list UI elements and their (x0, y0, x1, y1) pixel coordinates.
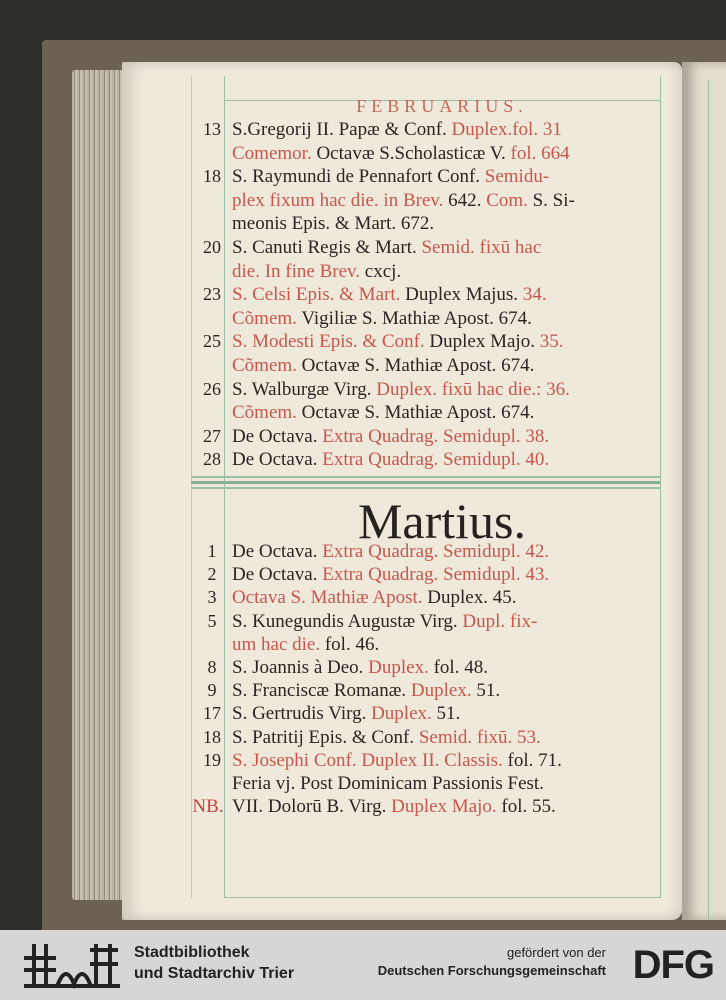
feast-text (232, 236, 541, 260)
rubric-text: Com. (486, 189, 533, 211)
rubric-text: Semid. fixū hac (421, 236, 542, 258)
rubric-text: plex fixum hac die. in Brev. (232, 189, 449, 211)
feast-text (232, 283, 547, 307)
feast-text (232, 260, 401, 284)
ink-text: S. Walburgæ Virg. (232, 378, 377, 400)
funding-note: gefördert von der (506, 945, 606, 960)
ink-text: Duplex Majus. (405, 284, 523, 306)
rubric-text: Duplex. (410, 680, 477, 702)
calendar-line (196, 142, 666, 166)
ink-text: S. Patritij Epis. & Conf. (232, 726, 419, 748)
calendar-line (196, 772, 666, 795)
day-number: 8 (207, 656, 217, 677)
ink-text: cxcj. (364, 260, 402, 282)
feast-text (232, 142, 570, 166)
feast-text (232, 702, 460, 725)
feast-text (232, 633, 379, 656)
rubric-text: Cõmem. (232, 402, 302, 424)
rubric-text: Duplex.fol. 31 (451, 119, 562, 140)
rubric-text: Duplex. fixū hac die.: 36. (376, 378, 570, 400)
ink-text: 642. (448, 189, 487, 211)
funding-organization: Deutschen Forschungsgemeinschaft (377, 963, 606, 978)
feast-text (232, 586, 516, 609)
ink-text: De Octava. (232, 449, 323, 471)
ink-text: Octavæ S.Scholasticæ V. (316, 142, 511, 164)
month-divider (191, 487, 660, 489)
day-number: 27 (203, 425, 221, 446)
library-name: Stadtbibliothek (134, 944, 250, 961)
feast-text (232, 795, 556, 818)
rubric-text: Duplex. (371, 703, 437, 725)
ink-text: Duplex Majo. (429, 331, 540, 353)
ink-text: S. Si- (532, 189, 575, 211)
ink-text: De Octava. (232, 541, 323, 562)
day-number: 3 (207, 587, 217, 608)
rubric-text: Cõmem. (232, 354, 302, 376)
calendar-line (196, 212, 666, 236)
calendar-line (196, 679, 666, 702)
feast-text (232, 165, 549, 189)
feast-text (232, 563, 549, 586)
calendar-line (196, 749, 666, 772)
rubric-text: um hac die. (232, 633, 325, 655)
feast-text (232, 330, 563, 354)
calendar-line (196, 610, 666, 633)
ink-text: S. Franciscæ Romanæ. (232, 680, 411, 702)
ink-text: VII. Dolorū B. Virg. (232, 796, 392, 818)
rubric-text: Extra Quadrag. Semidupl. 42. (322, 541, 550, 562)
march-entries (192, 540, 666, 818)
calendar-line (196, 448, 666, 472)
feast-text (232, 679, 500, 702)
day-number: 17 (203, 703, 221, 724)
calendar-line (192, 795, 666, 818)
day-number: 2 (207, 564, 217, 585)
feast-text (232, 610, 537, 633)
ink-text: 51. (436, 703, 461, 725)
calendar-line (196, 236, 666, 260)
ruling-line (224, 897, 660, 898)
calendar-line (196, 563, 666, 586)
feast-text (232, 425, 549, 449)
calendar-line (196, 401, 666, 425)
ink-text: S. Kunegundis Augustæ Virg. (232, 610, 463, 632)
month-divider (191, 481, 660, 484)
calendar-line (196, 189, 666, 213)
ink-text: 51. (476, 680, 501, 702)
rubric-text: Octava S. Mathiæ Apost. (232, 587, 428, 609)
day-number: 13 (203, 119, 221, 139)
calendar-line (196, 307, 666, 331)
rubric-text: Duplex Majo. (391, 796, 502, 818)
feast-text (232, 212, 434, 236)
feast-text (232, 118, 562, 142)
rubric-text: die. In fine Brev. (232, 260, 365, 282)
ink-text: S. Joannis à Deo. (232, 656, 369, 678)
calendar-line (196, 425, 666, 449)
feast-text (232, 448, 549, 472)
rubric-text: Extra Quadrag. Semidupl. 43. (322, 564, 550, 586)
day-number: 20 (203, 236, 221, 257)
rubric-text: fol. 664 (510, 142, 570, 164)
ink-text: S. Gertrudis Virg. (232, 703, 372, 725)
february-entries (196, 118, 666, 472)
facing-page (682, 62, 726, 920)
rubric-text: S. Josephi Conf. Duplex II. Classis. (232, 749, 508, 771)
rubric-text: S. Modesti Epis. & Conf. (232, 331, 430, 353)
feast-text (232, 401, 534, 425)
day-number: 26 (203, 378, 221, 399)
calendar-line (196, 656, 666, 679)
rubric-text: Extra Quadrag. Semidupl. 40. (322, 449, 550, 471)
day-number: 28 (203, 449, 221, 470)
ink-text: S.Gregorij II. Papæ & Conf. (232, 119, 452, 140)
rubric-text: 35. (539, 331, 564, 353)
day-number: 18 (203, 166, 221, 187)
ink-text: Feria vj. Post Dominicam Passionis Fest. (232, 772, 544, 794)
day-number: 18 (203, 726, 221, 747)
day-number: 5 (207, 610, 217, 631)
calendar-line (196, 330, 666, 354)
dfg-logo: DFG (632, 943, 714, 987)
calendar-line (196, 354, 666, 378)
calendar-line (196, 586, 666, 609)
day-number: NB. (192, 796, 224, 818)
rubric-text: 34. (522, 284, 547, 306)
feast-text (232, 307, 532, 331)
calendar-line (196, 118, 666, 142)
feast-text (232, 656, 488, 679)
rubric-text: Semidu- (484, 166, 550, 188)
calendar-line (196, 633, 666, 656)
day-number: 23 (203, 284, 221, 305)
feast-text (232, 354, 534, 378)
rubric-text: Extra Quadrag. Semidupl. 38. (322, 425, 550, 447)
feast-text (232, 378, 570, 402)
ink-text: De Octava. (232, 425, 323, 447)
feast-text (232, 189, 575, 213)
rubric-text: Duplex. (368, 656, 434, 678)
ink-text: Duplex. 45. (427, 587, 517, 609)
rubric-text: Comemor. (232, 142, 317, 164)
library-name-sub: und Stadtarchiv Trier (134, 965, 295, 982)
day-number: 9 (207, 680, 217, 701)
feast-text (232, 540, 549, 563)
month-heading-march: Martius. (357, 493, 527, 549)
ink-text: Octavæ S. Mathiæ Apost. 674. (301, 402, 535, 424)
day-number: 1 (207, 541, 217, 561)
ink-text: fol. 55. (501, 796, 556, 818)
month-divider (191, 476, 660, 478)
day-number: 19 (203, 749, 221, 770)
rubric-text: Semid. fixū. 53. (418, 726, 541, 748)
calendar-line (196, 283, 666, 307)
calendar-line (196, 260, 666, 284)
ink-text: fol. 46. (324, 633, 380, 655)
calendar-line (196, 702, 666, 725)
rubric-text: Dupl. fix- (462, 610, 538, 632)
footer-bar (0, 930, 726, 1000)
ink-text: S. Raymundi de Pennafort Conf. (232, 166, 485, 188)
library-logo-icon (22, 940, 122, 990)
feast-text (232, 749, 562, 772)
ink-text: meonis Epis. & Mart. 672. (232, 213, 435, 235)
ink-text: Vigiliæ S. Mathiæ Apost. 674. (301, 307, 532, 329)
ink-text: fol. 48. (433, 656, 488, 678)
calendar-line (196, 726, 666, 749)
feast-text (232, 726, 541, 749)
rubric-text: Cõmem. (232, 307, 302, 329)
ink-text: Octavæ S. Mathiæ Apost. 674. (301, 354, 535, 376)
day-number: 25 (203, 331, 221, 352)
calendar-line (196, 540, 666, 563)
ink-text: fol. 71. (507, 749, 562, 771)
month-heading-february: FEBRUARIUS. (356, 96, 528, 116)
rubric-text: S. Celsi Epis. & Mart. (232, 284, 406, 306)
calendar-line (196, 378, 666, 402)
ink-text: S. Canuti Regis & Mart. (232, 236, 422, 258)
ink-text: De Octava. (232, 564, 323, 586)
feast-text (232, 772, 544, 795)
calendar-line (196, 165, 666, 189)
